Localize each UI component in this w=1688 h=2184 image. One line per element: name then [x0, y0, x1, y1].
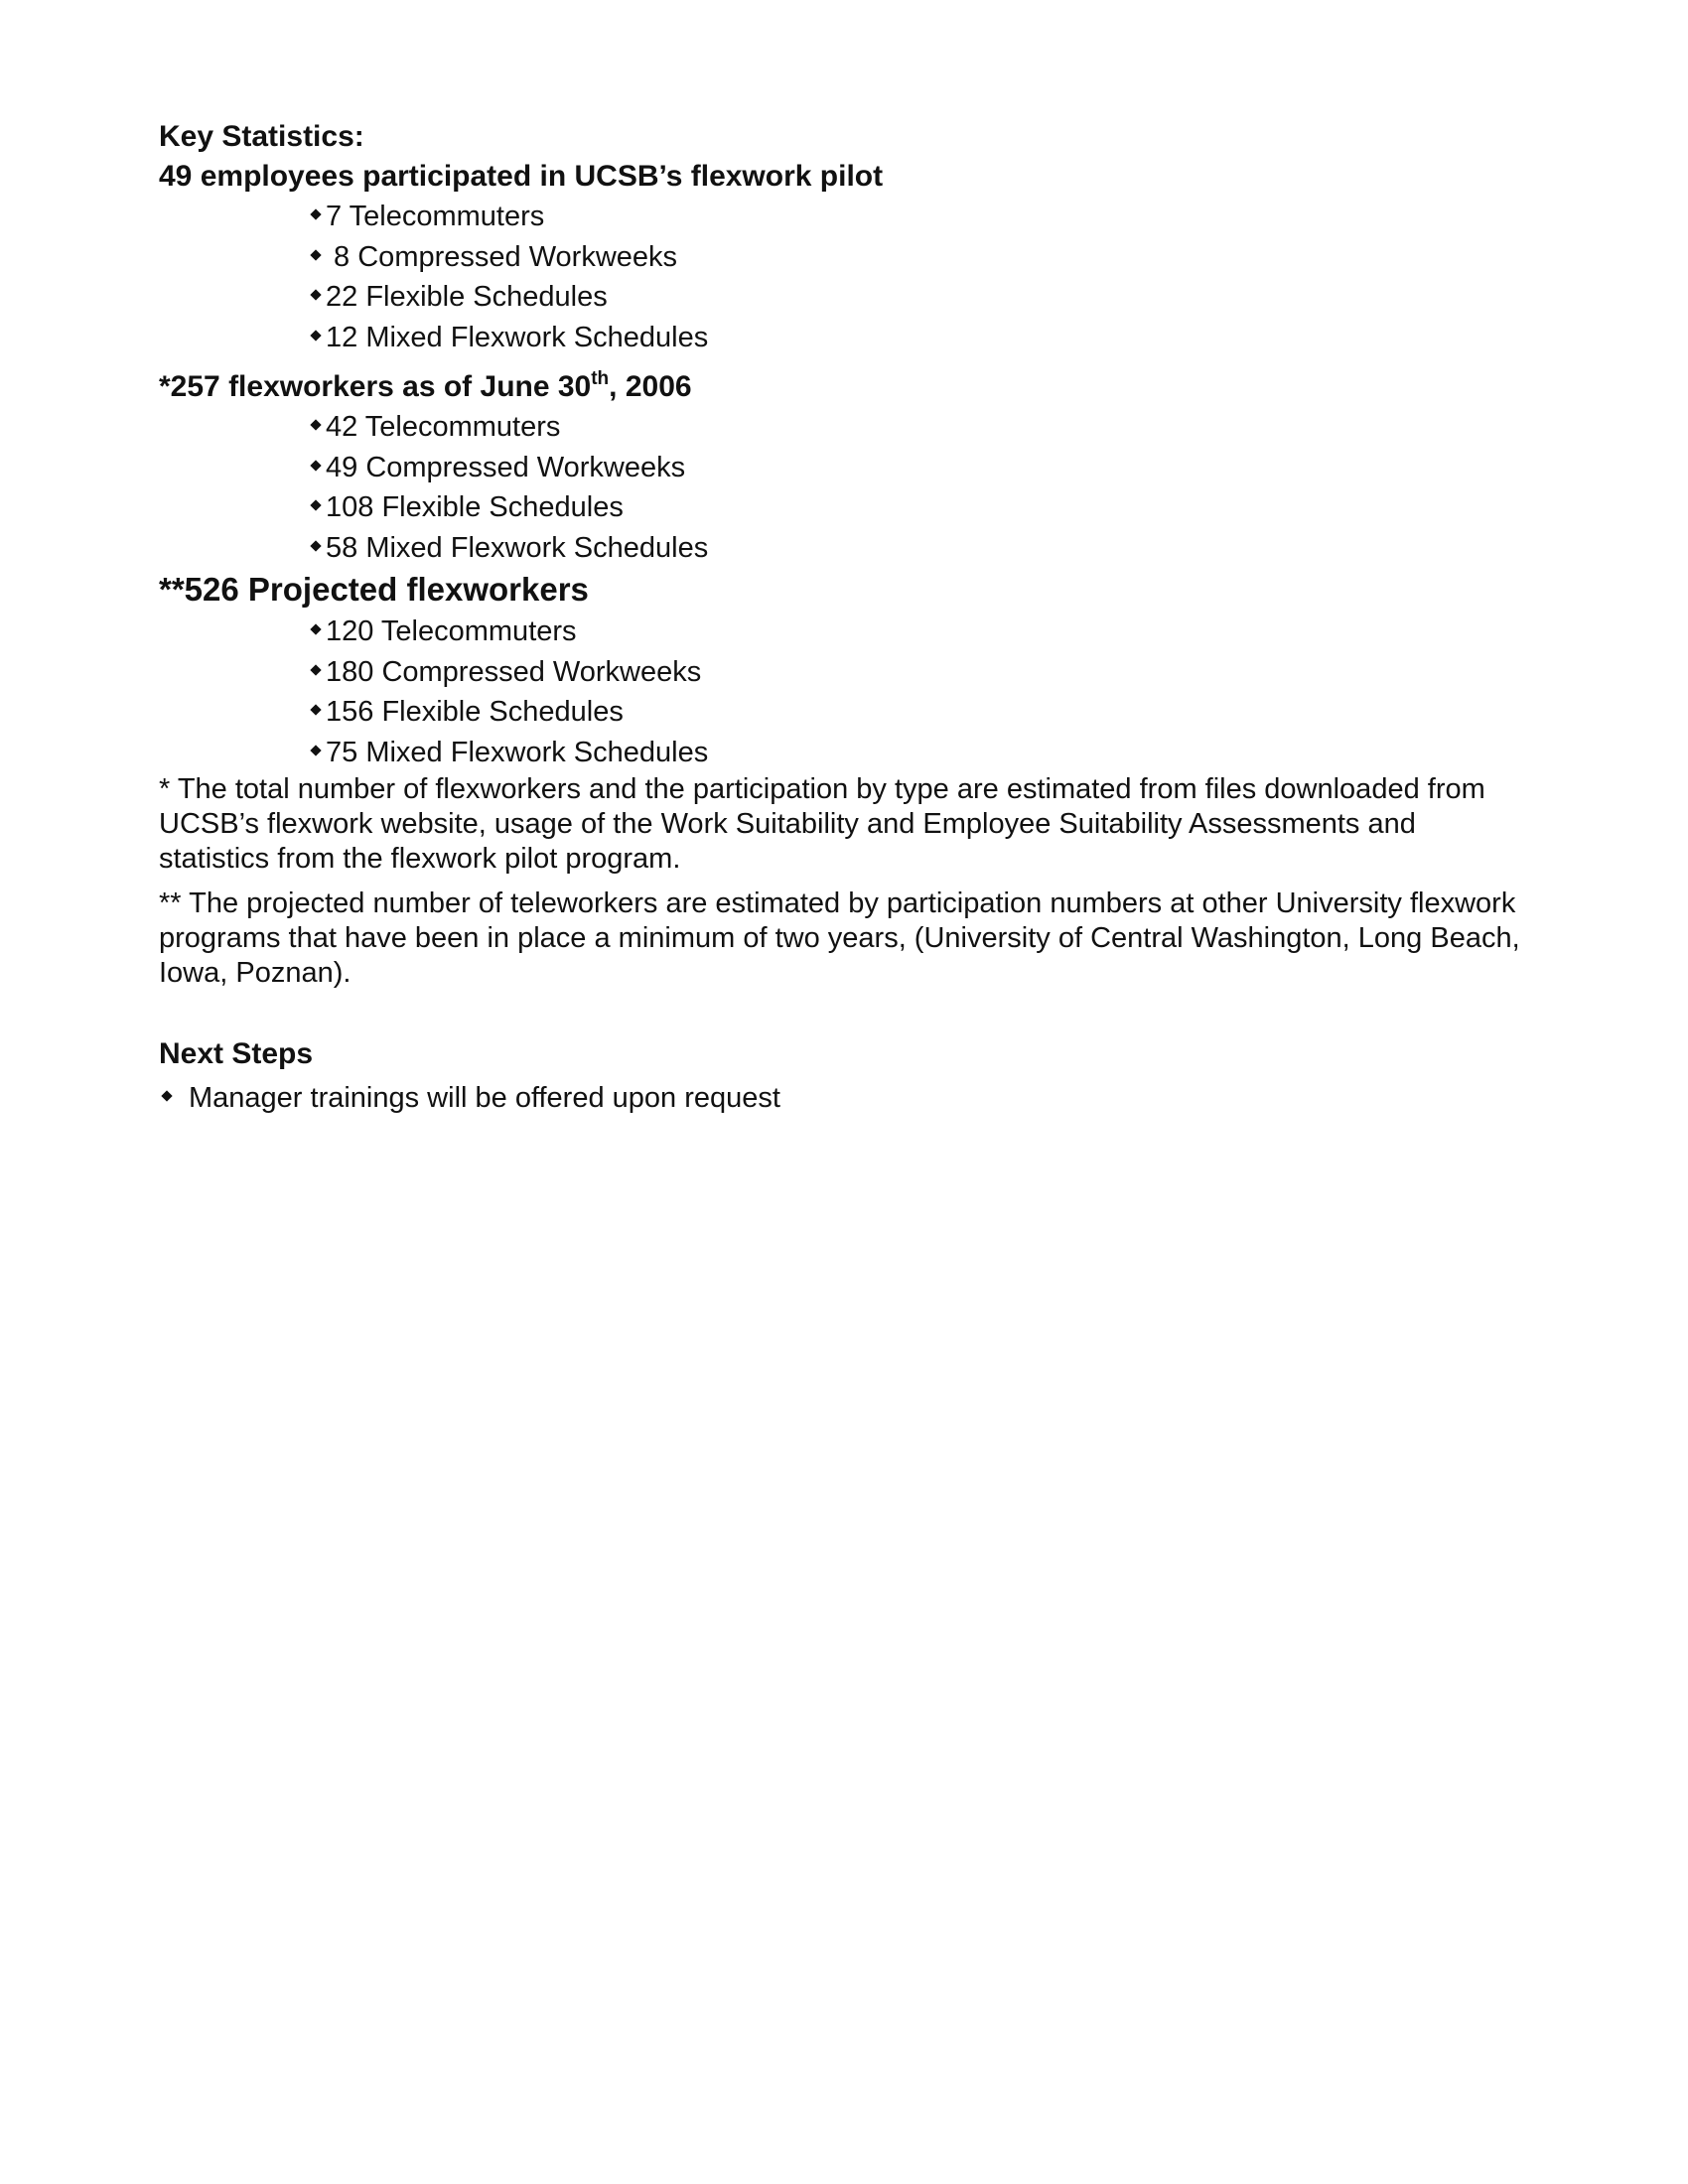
next-steps-title: Next Steps [159, 1037, 314, 1070]
diamond-bullet-icon [310, 664, 321, 675]
diamond-bullet-icon [310, 209, 321, 220]
list-item: Manager trainings will be offered upon request [159, 1078, 1529, 1118]
diamond-bullet-icon [310, 705, 321, 716]
list-item: 49 Compressed Workweeks [308, 448, 1529, 488]
pilot-heading: 49 employees participated in UCSB’s flexwork pilot [159, 160, 884, 193]
projected-list [159, 612, 1529, 772]
diamond-bullet-icon [161, 1091, 172, 1102]
current-list [159, 407, 1529, 568]
list-item: 7 Telecommuters [308, 197, 1529, 237]
document-page [159, 117, 1529, 1118]
current-flexworkers-heading: *257 flexworkers as of June 30th, 2006 [159, 368, 692, 403]
diamond-bullet-icon [310, 624, 321, 635]
pilot-list [159, 197, 1529, 357]
diamond-bullet-icon [310, 500, 321, 511]
next-steps-list [159, 1078, 1529, 1118]
list-item: 120 Telecommuters [308, 612, 1529, 652]
list-item: 180 Compressed Workweeks [308, 652, 1529, 693]
list-item: 42 Telecommuters [308, 407, 1529, 448]
projected-flexworkers-heading: **526 Projected flexworkers [159, 571, 589, 608]
list-item: 8 Compressed Workweeks [308, 237, 1529, 278]
list-item: 75 Mixed Flexwork Schedules [308, 733, 1529, 773]
list-item: 156 Flexible Schedules [308, 692, 1529, 733]
diamond-bullet-icon [310, 249, 321, 260]
diamond-bullet-icon [310, 540, 321, 551]
list-item: 22 Flexible Schedules [308, 277, 1529, 318]
list-item: 108 Flexible Schedules [308, 487, 1529, 528]
list-item: 58 Mixed Flexwork Schedules [308, 528, 1529, 569]
key-statistics-title: Key Statistics: [159, 120, 364, 153]
footnote-estimate: * The total number of flexworkers and the participation by type are estimated from files downloaded from UCSB’s flexwork website, usage of the Work Suitability and Employee Suitability Assessments and statistics from the flexwork pilot program. [159, 773, 1485, 875]
footnote-projection: ** The projected number of teleworkers are estimated by participation numbers at other University flexwork programs that have been in place a minimum of two years, (University of Central Washington, Long Beach, Iowa, Poznan). [159, 887, 1520, 989]
list-item: 12 Mixed Flexwork Schedules [308, 318, 1529, 358]
diamond-bullet-icon [310, 290, 321, 301]
diamond-bullet-icon [310, 420, 321, 431]
diamond-bullet-icon [310, 330, 321, 341]
diamond-bullet-icon [310, 745, 321, 755]
diamond-bullet-icon [310, 460, 321, 471]
